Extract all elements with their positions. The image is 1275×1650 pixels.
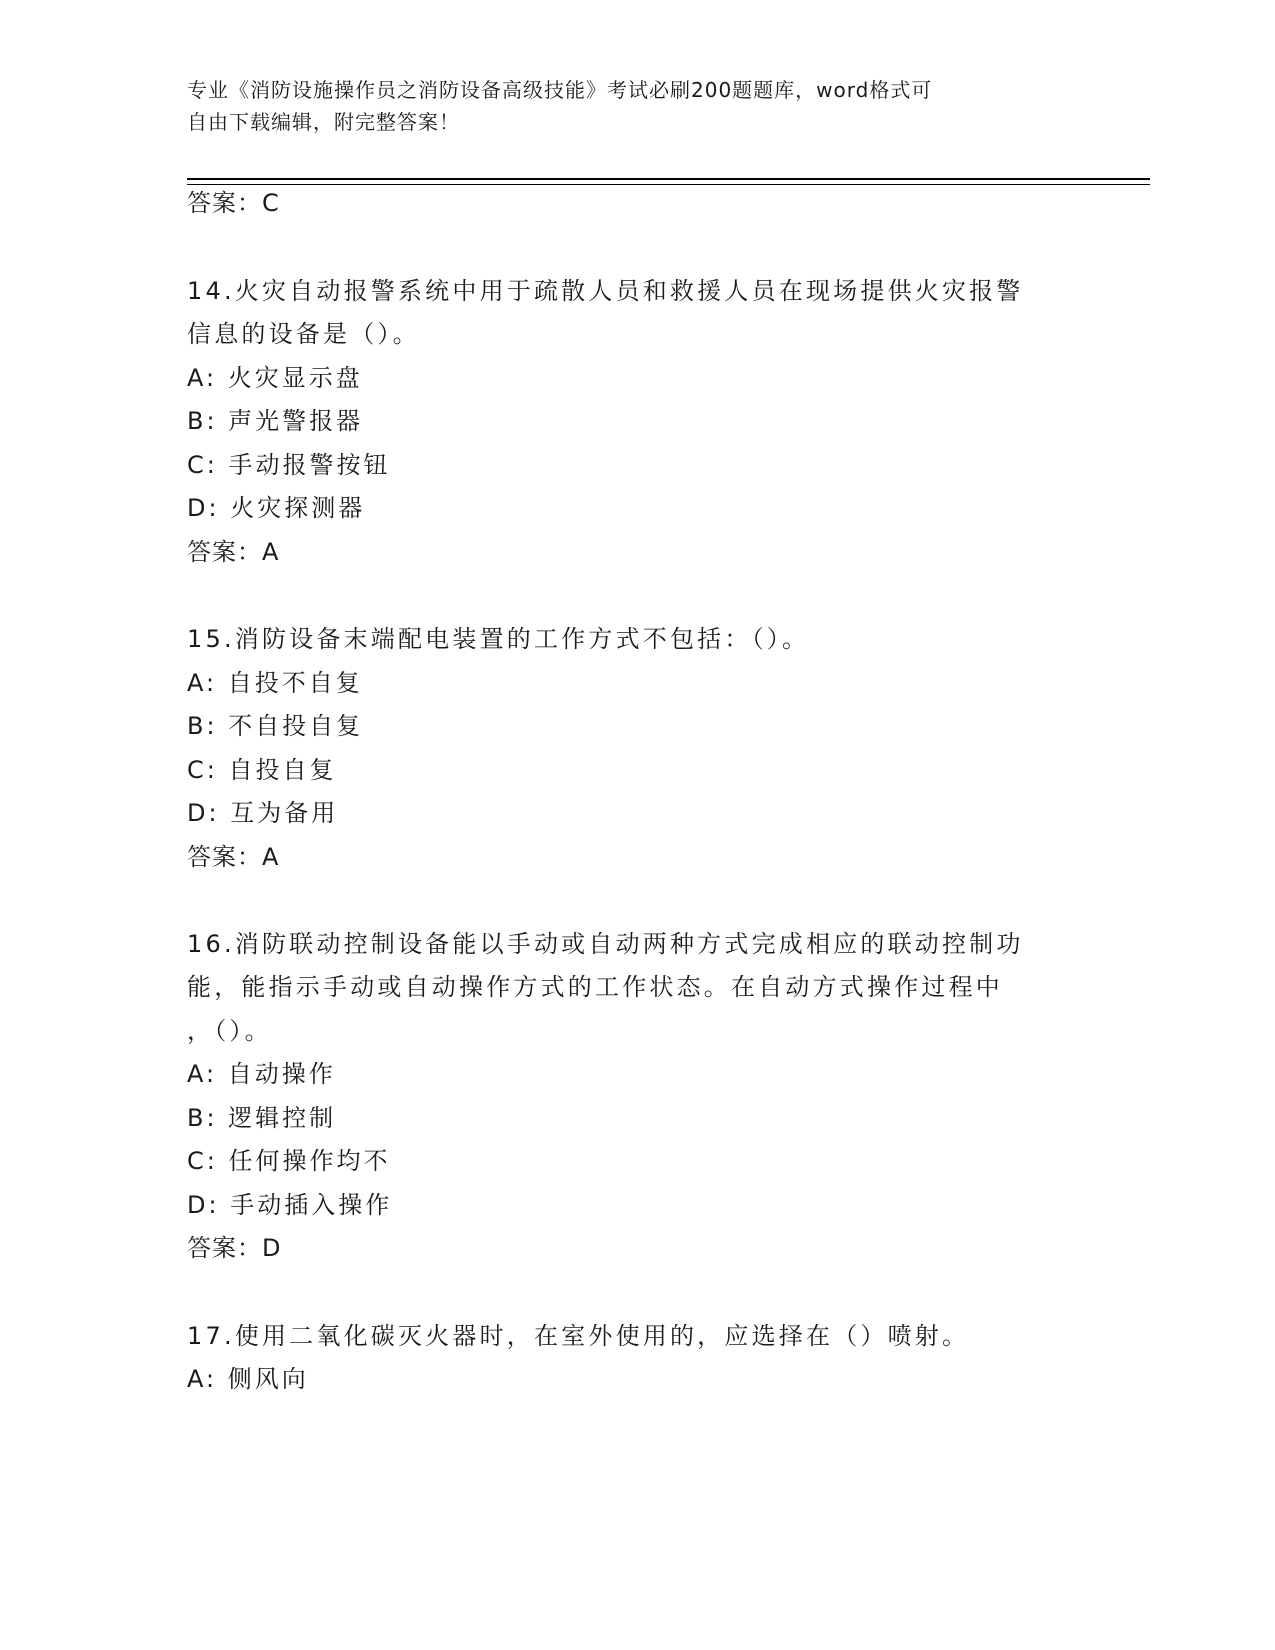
question-16-option-d: D: 手动插入操作	[187, 1191, 393, 1219]
header-line-2: 自由下载编辑，附完整答案！	[187, 110, 460, 134]
question-14-option-d: D: 火灾探测器	[187, 494, 366, 522]
header-divider-thick	[187, 178, 1150, 180]
question-16-option-c: C: 任何操作均不	[187, 1147, 391, 1175]
question-15-option-c: C: 自投自复	[187, 756, 337, 784]
question-14-line-2: 信息的设备是（）。	[187, 320, 420, 348]
question-16-line-1: 16.消防联动控制设备能以手动或自动两种方式完成相应的联动控制功	[187, 930, 1024, 958]
answer-q13: 答案：C	[187, 189, 280, 217]
header-line-1: 专业《消防设施操作员之消防设备高级技能》考试必刷200题题库，word格式可	[187, 78, 933, 102]
question-16-line-2: 能，能指示手动或自动操作方式的工作状态。在自动方式操作过程中	[187, 973, 1003, 1001]
answer-q14: 答案：A	[187, 538, 280, 566]
question-14-option-c: C: 手动报警按钮	[187, 451, 391, 479]
question-15-option-a: A: 自投不自复	[187, 669, 363, 697]
question-16-line-3: ，（）。	[187, 1017, 272, 1045]
question-16-option-b: B: 逻辑控制	[187, 1104, 337, 1132]
question-15-line-1: 15.消防设备末端配电装置的工作方式不包括：（）。	[187, 625, 810, 653]
question-16-option-a: A: 自动操作	[187, 1060, 336, 1088]
answer-q15: 答案：A	[187, 843, 280, 871]
question-17-line-1: 17.使用二氧化碳灭火器时，在室外使用的，应选择在（）喷射。	[187, 1322, 970, 1350]
question-14-line-1: 14.火灾自动报警系统中用于疏散人员和救援人员在现场提供火灾报警	[187, 277, 1024, 305]
question-15-option-d: D: 互为备用	[187, 799, 339, 827]
document-header	[187, 74, 1067, 138]
question-14-option-a: A: 火灾显示盘	[187, 364, 363, 392]
question-17-option-a: A: 侧风向	[187, 1365, 309, 1393]
question-15-option-b: B: 不自投自复	[187, 712, 364, 740]
question-14-option-b: B: 声光警报器	[187, 407, 364, 435]
header-divider-thin	[187, 184, 1150, 185]
answer-q16: 答案：D	[187, 1234, 282, 1262]
